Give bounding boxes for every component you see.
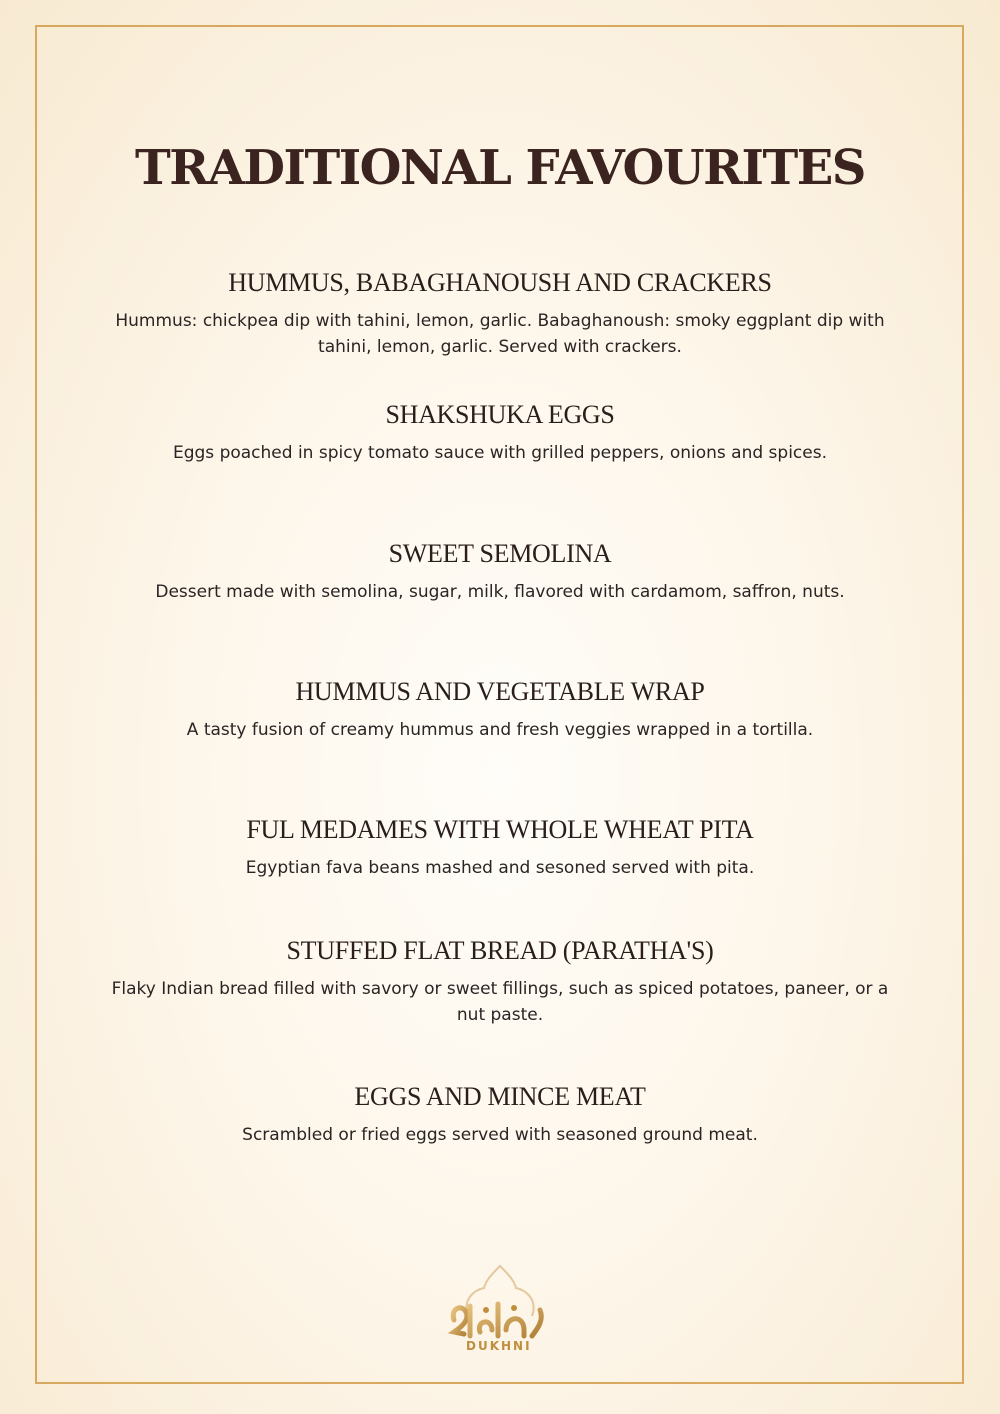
menu-item bbox=[100, 268, 900, 360]
menu-item bbox=[100, 400, 900, 466]
menu-item-description: Egyptian fava beans mashed and sesoned served with pita. bbox=[245, 858, 755, 878]
menu-item-description: Dessert made with semolina, sugar, milk, flavored with cardamom, saffron, nuts. bbox=[155, 582, 845, 602]
menu-item-description: Scrambled or fried eggs served with seasoned ground meat. bbox=[242, 1125, 758, 1145]
menu-item bbox=[100, 539, 900, 605]
menu-item-name: SHAKSHUKA EGGS bbox=[385, 400, 615, 429]
menu-item-description: Eggs poached in spicy tomato sauce with grilled peppers, onions and spices. bbox=[172, 443, 827, 463]
logo-wordmark: DUKHNI bbox=[466, 1339, 532, 1353]
menu-item bbox=[100, 677, 900, 743]
menu-item-name: FUL MEDAMES WITH WHOLE WHEAT PITA bbox=[246, 815, 754, 844]
menu-item-name: HUMMUS AND VEGETABLE WRAP bbox=[295, 677, 705, 706]
menu-item-description: A tasty fusion of creamy hummus and fresh veggies wrapped in a tortilla. bbox=[186, 720, 814, 740]
menu-item bbox=[100, 815, 900, 881]
menu-item bbox=[100, 936, 900, 1028]
menu-item-name: SWEET SEMOLINA bbox=[388, 539, 612, 568]
menu-item-description: Hummus: chickpea dip with tahini, lemon, garlic. Babaghanoush: smoky eggplant dip with tahini, lemon, garlic. Served with crackers. bbox=[115, 311, 885, 357]
menu-item bbox=[100, 1082, 900, 1148]
page-title: TRADITIONAL FAVOURITES bbox=[135, 140, 865, 196]
menu-item-name: EGGS AND MINCE MEAT bbox=[354, 1082, 646, 1111]
menu-item-name: STUFFED FLAT BREAD (PARATHA'S) bbox=[286, 936, 714, 965]
menu-item-description: Flaky Indian bread filled with savory or sweet fillings, such as spiced potatoes, paneer, or a nut paste. bbox=[111, 979, 889, 1025]
menu-item-name: HUMMUS, BABAGHANOUSH AND CRACKERS bbox=[228, 268, 772, 297]
